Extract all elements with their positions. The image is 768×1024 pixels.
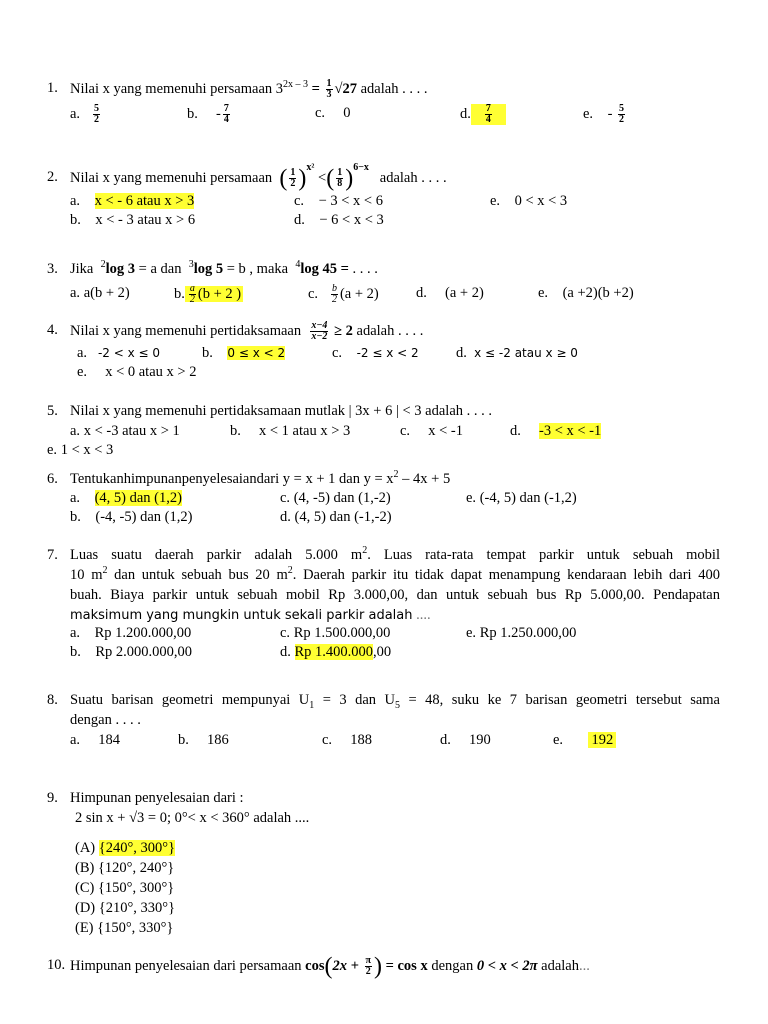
q9-option-e[interactable]: (E) {150°, 330°} <box>75 920 174 936</box>
q1-exponent: 2x – 3 <box>283 79 309 90</box>
q2-number: 2. <box>47 169 58 185</box>
q5-number: 5. <box>47 403 58 419</box>
q1-option-d[interactable]: d. $\frac{7}{4}$ <box>460 104 506 125</box>
q1-option-e[interactable]: e. - $\frac{5}{2}$ <box>583 103 625 125</box>
q3-option-b[interactable]: b. $\frac{a}{2}$ (b + 2 ) <box>174 283 242 305</box>
q7-line-3: buah. Biaya parkir untuk sebuah mobil Rp 3.000,00, dan untuk sebuah bus Rp 5.000,00. Pendapatan <box>70 587 720 603</box>
q9-option-c[interactable]: (C) {150°, 300°} <box>75 880 175 896</box>
q3-option-c[interactable]: c. $\frac{b}{2}$ (a + 2) <box>308 283 379 305</box>
q1-stem <box>70 79 427 100</box>
q4-number: 4. <box>47 322 58 338</box>
q9-line-2: 2 sin x + √3 = 0; 0°< x < 360° adalah .... <box>75 810 310 826</box>
q1-option-b[interactable]: b. - $\frac{7}{4}$ <box>187 103 229 125</box>
q1-tail: adalah . . . . <box>357 80 428 97</box>
q9-option-a[interactable]: (A) {240°, 300°} <box>75 840 176 856</box>
q1-fraction: $\frac{1}{3}$ <box>326 78 332 100</box>
q2-option-e[interactable]: e. 0 < x < 3 <box>490 193 568 209</box>
q8-line-2: dengan . . . . <box>70 712 141 728</box>
q9-line-1: Himpunan penyelesaian dari : <box>70 790 244 806</box>
q2-option-b[interactable]: b. x < - 3 atau x > 6 <box>70 212 196 228</box>
q4-option-a[interactable]: a. -2 < x ≤ 0 <box>77 345 161 361</box>
q8-option-a[interactable]: a. 184 <box>70 732 120 748</box>
q3-option-e[interactable]: e. (a +2)(b +2) <box>538 285 634 301</box>
q7-line-2: 10 $m^2$ dan untuk sebuah bus 20 $m^2$. Daerah parkir itu tidak dapat menampung kendaraan lebih dari 400 <box>70 565 720 583</box>
q1-root: √27 <box>334 80 357 97</box>
q1-option-c[interactable]: c. 0 <box>315 105 351 121</box>
q4-option-e[interactable]: e. x < 0 atau x > 2 <box>77 364 197 380</box>
q7-option-c[interactable]: c. Rp 1.500.000,00 <box>280 625 391 641</box>
q9-option-d[interactable]: (D) {210°, 330°} <box>75 900 176 916</box>
q10-stem: Himpunan penyelesaian dari persamaan cos(2x + $\frac{\pi}{2}$ ) = cos x dengan 0 < x < 2π adalah... <box>70 953 590 980</box>
q5-option-e[interactable]: e. 1 < x < 3 <box>47 442 114 458</box>
q5-option-b[interactable]: b. x < 1 atau x > 3 <box>230 423 351 439</box>
q9-number: 9. <box>47 790 58 806</box>
q3-option-a[interactable]: a. a(b + 2) <box>70 285 130 301</box>
q6-stem: Tentukanhimpunanpenyelesaiandari y = x + 1 dan $y = x^2 - 4x + 5$ <box>70 469 451 487</box>
q2-option-d[interactable]: d. − 6 < x < 3 <box>294 212 384 228</box>
q4-option-d[interactable]: d. x ≤ -2 atau x ≥ 0 <box>456 345 578 361</box>
q1-option-a[interactable]: a. $\frac{5}{2}$ <box>70 103 99 125</box>
q8-option-d[interactable]: d. 190 <box>440 732 491 748</box>
q7-line-1: Luas suatu daerah parkir adalah 5.000 $m^2$. Luas rata-rata tempat parkir untuk sebuah mobil <box>70 545 720 563</box>
q2-option-a[interactable]: a. x < - 6 atau x > 3 <box>70 193 195 209</box>
q4-option-c[interactable]: c. -2 ≤ x < 2 <box>332 345 419 361</box>
q6-number: 6. <box>47 471 58 487</box>
q5-option-a[interactable]: a. x < -3 atau x > 1 <box>70 423 180 439</box>
q7-number: 7. <box>47 547 58 563</box>
q8-number: 8. <box>47 692 58 708</box>
q7-line-4: maksimum yang mungkin untuk sekali parkir adalah .... <box>70 607 431 623</box>
q8-option-c[interactable]: c. 188 <box>322 732 372 748</box>
q6-option-c[interactable]: c. (4, -5) dan (1,-2) <box>280 490 391 506</box>
q7-option-d[interactable]: d. Rp 1.400.000,00 <box>280 644 392 660</box>
q7-option-b[interactable]: b. Rp 2.000.000,00 <box>70 644 193 660</box>
q5-option-d[interactable]: d. -3 < x < -1 <box>510 423 602 439</box>
q7-option-a[interactable]: a. Rp 1.200.000,00 <box>70 625 192 641</box>
q2-stem: Nilai x yang memenuhi persamaan ( $\frac{1}{2}$ )$^{x^2}$ <( $\frac{1}{8}$ )$^{6-x}$ adalah . . . . <box>70 162 447 192</box>
q6-option-a[interactable]: a. (4, 5) dan (1,2) <box>70 490 182 506</box>
q9-option-b[interactable]: (B) {120°, 240°} <box>75 860 175 876</box>
q1-eq: = <box>308 80 324 97</box>
q3-number: 3. <box>47 261 58 277</box>
q8-option-b[interactable]: b. 186 <box>178 732 229 748</box>
q5-option-c[interactable]: c. x < -1 <box>400 423 463 439</box>
q1-number: 1. <box>47 80 58 96</box>
q6-option-b[interactable]: b. (-4, -5) dan (1,2) <box>70 509 193 525</box>
q10-number: 10. <box>47 957 66 973</box>
q8-line-1: Suatu barisan geometri mempunyai $U_1 = 3$ dan $U_5 = 48$, suku ke 7 barisan geometri tersebut sama <box>70 692 720 711</box>
q5-stem: Nilai x yang memenuhi pertidaksamaan mutlak | 3x + 6 | < 3 adalah . . . . <box>70 403 493 419</box>
q3-stem: Jika $^2$log 3 = a dan $^3$log 5 = b , maka $^4$log 45 = . . . . <box>70 259 378 277</box>
q7-option-e[interactable]: e. Rp 1.250.000,00 <box>466 625 577 641</box>
q6-option-e[interactable]: e. (-4, 5) dan (-1,2) <box>466 490 577 506</box>
q3-option-d[interactable]: d. (a + 2) <box>416 285 484 301</box>
q6-option-d[interactable]: d. (4, 5) dan (-1,-2) <box>280 509 392 525</box>
q8-option-e[interactable]: e. 192 <box>553 731 616 749</box>
q4-option-b[interactable]: b. 0 ≤ x < 2 <box>202 345 286 361</box>
q1-stem-text: Nilai x yang memenuhi persamaan 3 <box>70 80 284 97</box>
q4-stem: Nilai x yang memenuhi pertidaksamaan $\frac{x-4}{x-2}$ ≥ 2 adalah . . . . <box>70 320 424 342</box>
q2-option-c[interactable]: c. − 3 < x < 6 <box>294 193 383 209</box>
